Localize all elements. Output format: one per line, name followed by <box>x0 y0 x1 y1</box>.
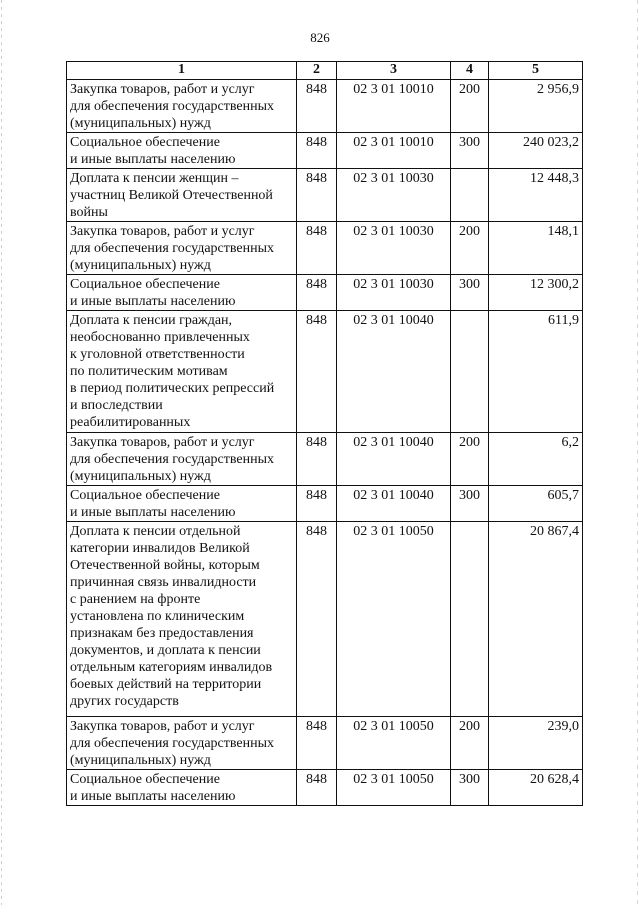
table-body <box>67 80 583 806</box>
amount-cell: 20 628,4 <box>489 770 583 806</box>
table-row <box>67 222 583 275</box>
expense-type-cell: 200 <box>451 222 489 275</box>
expense-type-cell: 200 <box>451 717 489 770</box>
table-row <box>67 133 583 169</box>
row-name-cell: Социальное обеспечение и иные выплаты населению <box>67 770 297 806</box>
row-name-cell: Доплата к пенсии женщин – участниц Великой Отечественной войны <box>67 169 297 222</box>
table-row <box>67 433 583 486</box>
table-row <box>67 486 583 522</box>
amount-cell: 12 300,2 <box>489 275 583 311</box>
scan-edge-left <box>1 0 2 905</box>
scan-edge-right <box>637 0 638 905</box>
row-name-cell: Закупка товаров, работ и услуг для обеспечения государственных (муниципальных) нужд <box>67 433 297 486</box>
expense-type-cell: 300 <box>451 770 489 806</box>
expense-type-cell: 200 <box>451 80 489 133</box>
expense-type-cell: 300 <box>451 486 489 522</box>
column-header-1: 1 <box>67 62 297 80</box>
amount-cell: 239,0 <box>489 717 583 770</box>
ministry-code-cell: 848 <box>297 311 337 433</box>
table-row <box>67 80 583 133</box>
table-row <box>67 311 583 433</box>
ministry-code-cell: 848 <box>297 222 337 275</box>
target-article-cell: 02 3 01 10010 <box>337 133 451 169</box>
target-article-cell: 02 3 01 10050 <box>337 717 451 770</box>
amount-cell: 611,9 <box>489 311 583 433</box>
table-row <box>67 275 583 311</box>
row-name-cell: Доплата к пенсии граждан, необоснованно привлеченных к уголовной ответственности по политическим мотивам в период политических репрессий и впоследствии реабилитированных <box>67 311 297 433</box>
ministry-code-cell: 848 <box>297 80 337 133</box>
table-header-row <box>67 62 583 80</box>
expense-type-cell <box>451 522 489 717</box>
target-article-cell: 02 3 01 10030 <box>337 275 451 311</box>
expense-type-cell: 200 <box>451 433 489 486</box>
expense-type-cell <box>451 311 489 433</box>
expense-type-cell <box>451 169 489 222</box>
ministry-code-cell: 848 <box>297 433 337 486</box>
target-article-cell: 02 3 01 10010 <box>337 80 451 133</box>
row-name-cell: Социальное обеспечение и иные выплаты населению <box>67 133 297 169</box>
ministry-code-cell: 848 <box>297 275 337 311</box>
row-name-cell: Доплата к пенсии отдельной категории инвалидов Великой Отечественной войны, которым причинная связь инвалидности с ранением на фронте установлена по клиническим признакам без предоставления документов, и доплата к пенсии отдельным категориям инвалидов боевых действий на территории других государств <box>67 522 297 717</box>
amount-cell: 240 023,2 <box>489 133 583 169</box>
row-name-cell: Социальное обеспечение и иные выплаты населению <box>67 275 297 311</box>
amount-cell: 12 448,3 <box>489 169 583 222</box>
target-article-cell: 02 3 01 10030 <box>337 222 451 275</box>
target-article-cell: 02 3 01 10030 <box>337 169 451 222</box>
ministry-code-cell: 848 <box>297 169 337 222</box>
target-article-cell: 02 3 01 10050 <box>337 770 451 806</box>
expense-type-cell: 300 <box>451 133 489 169</box>
ministry-code-cell: 848 <box>297 770 337 806</box>
amount-cell: 2 956,9 <box>489 80 583 133</box>
budget-table <box>66 61 583 806</box>
target-article-cell: 02 3 01 10040 <box>337 486 451 522</box>
table-row <box>67 169 583 222</box>
column-header-2: 2 <box>297 62 337 80</box>
expense-type-cell: 300 <box>451 275 489 311</box>
ministry-code-cell: 848 <box>297 486 337 522</box>
table-row <box>67 717 583 770</box>
target-article-cell: 02 3 01 10050 <box>337 522 451 717</box>
table-row <box>67 770 583 806</box>
ministry-code-cell: 848 <box>297 133 337 169</box>
column-header-5: 5 <box>489 62 583 80</box>
amount-cell: 20 867,4 <box>489 522 583 717</box>
page-number: 826 <box>310 30 330 45</box>
row-name-cell: Закупка товаров, работ и услуг для обеспечения государственных (муниципальных) нужд <box>67 717 297 770</box>
row-name-cell: Закупка товаров, работ и услуг для обеспечения государственных (муниципальных) нужд <box>67 222 297 275</box>
column-header-4: 4 <box>451 62 489 80</box>
row-name-cell: Социальное обеспечение и иные выплаты населению <box>67 486 297 522</box>
row-name-cell: Закупка товаров, работ и услуг для обеспечения государственных (муниципальных) нужд <box>67 80 297 133</box>
amount-cell: 148,1 <box>489 222 583 275</box>
ministry-code-cell: 848 <box>297 522 337 717</box>
amount-cell: 6,2 <box>489 433 583 486</box>
table-row <box>67 522 583 717</box>
ministry-code-cell: 848 <box>297 717 337 770</box>
column-header-3: 3 <box>337 62 451 80</box>
target-article-cell: 02 3 01 10040 <box>337 433 451 486</box>
amount-cell: 605,7 <box>489 486 583 522</box>
target-article-cell: 02 3 01 10040 <box>337 311 451 433</box>
